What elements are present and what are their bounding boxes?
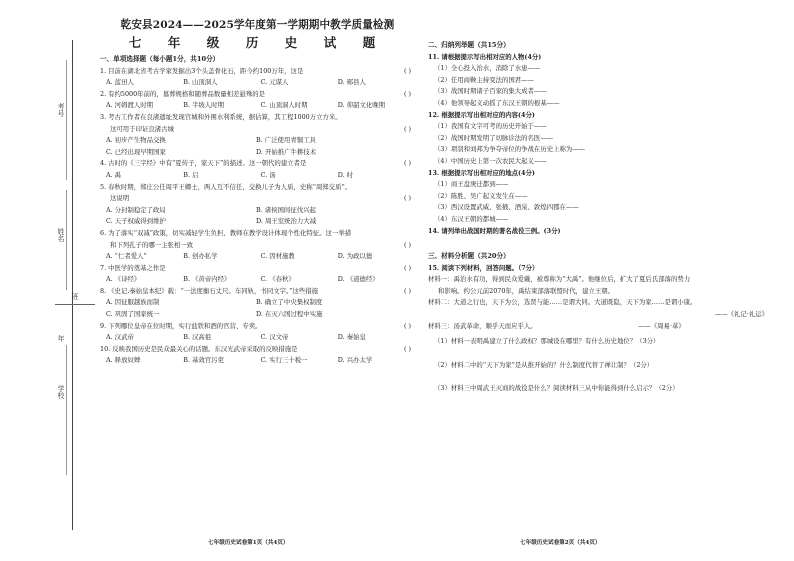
question-8-options-row1 xyxy=(100,297,415,309)
option-d[interactable]: D. 纣 xyxy=(337,170,354,179)
option-d[interactable]: D. 兴办太学 xyxy=(337,356,373,365)
binding-gutter xyxy=(0,0,98,561)
option-c[interactable]: C. 汉文帝 xyxy=(260,333,289,342)
question-13-item: （1）商王盘庚迁都到—— xyxy=(434,180,509,189)
material-two-source: ——《礼记·礼运》 xyxy=(714,310,768,319)
option-a[interactable]: A. 汉武帝 xyxy=(106,333,134,342)
option-c[interactable]: C. 天子权威得到维护 xyxy=(106,217,166,226)
question-9: 9. 下列哪位皇帝在位时期，实行盐铁和酒的官营、专卖。 ( ) xyxy=(100,321,411,330)
option-b[interactable]: B. 基效官污吏 xyxy=(183,356,224,365)
question-11-item: （4）他领导起义动摇了东汉王朝的根基—— xyxy=(434,98,560,107)
answer-space[interactable] xyxy=(428,371,778,383)
page-two-column xyxy=(428,40,778,395)
name-blank xyxy=(66,190,67,290)
seal-line xyxy=(72,40,73,530)
question-4: 4. 古时的《三字经》中有“夏传子，家天下”的描述。这一朝代的建立者是 ( ) xyxy=(100,159,411,168)
question-10: 10. 反映我国历史是民众最关心的话题。东汉光武帝采取的反映措施是 ( ) xyxy=(100,344,411,353)
option-d[interactable]: D. 仰韶文化晚期 xyxy=(337,101,386,110)
question-12-heading: 12. 根据提示写出相对应的内容(4分) xyxy=(428,110,535,119)
question-1: 1. 目前在湖北省考古学家发掘出3个头盖骨化石，距今约100万年，这是 ( ) xyxy=(100,66,411,75)
question-6: 6. 为了落实“双减”政策，切实减轻学生负担，教师在教学设计体现个性化特征。这一举措 xyxy=(100,228,352,237)
option-c[interactable]: C. 已经出现早期国家 xyxy=(106,147,166,156)
question-11-heading: 11. 请根据提示写出相对应的人物(4分) xyxy=(428,52,542,61)
option-b[interactable]: B. 广泛使用青铜工具 xyxy=(256,136,316,145)
option-b[interactable]: B. 创办私学 xyxy=(183,252,218,261)
question-5: 5. 春秋时期，郑庄公任周平王卿士，两人互不信任，交换儿子为人质，史称“周郑交质”。 xyxy=(100,182,352,191)
name-label: 姓名 xyxy=(57,228,65,242)
option-a[interactable]: A. 禹 xyxy=(106,170,122,179)
question-6-continuation: 和下列孔子的哪一主张相一致 ( ) xyxy=(110,240,411,249)
section-heading-summary: 二、归纳列举题（共15分） xyxy=(428,41,510,49)
option-b[interactable]: B. 诸侯国间征伐兴起 xyxy=(256,205,316,214)
question-12-item: （1）我国有文字可考的历史开始于—— xyxy=(434,122,547,131)
class-blank xyxy=(55,304,95,305)
question-5-options-row2 xyxy=(100,216,415,228)
page-two-footer: 七年级历史试卷第2页（共4页） xyxy=(520,540,601,546)
question-8: 8. 《史记.秦始皇本纪》载：“一法度衡石丈尺。车同轨，书同文字。”这些措施 ( ) xyxy=(100,286,411,295)
option-b[interactable]: B. 山顶洞人 xyxy=(183,78,218,87)
question-4-options xyxy=(100,170,415,182)
question-5-continuation: 这说明 ( ) xyxy=(110,194,411,203)
option-d[interactable]: D. 郧县人 xyxy=(337,78,366,87)
question-12-item: （3）项羽和刘邦为争夺帝位的争战在历史上称为—— xyxy=(434,145,586,154)
exam-number-blank xyxy=(66,60,67,180)
question-3-options-row1 xyxy=(100,135,415,147)
option-b[interactable]: B. 《黄帝内经》 xyxy=(183,275,231,284)
question-7-options xyxy=(100,274,415,286)
material-one-continuation: 和影响。约公元前2070年，禹结束部落联盟时代，建立王朝。 xyxy=(438,286,615,295)
question-3: 3. 考古工作者在良渚遗址发现宫城和外围水利系统，据估算，其工程1000万立方米。 xyxy=(100,112,342,121)
option-d[interactable]: D. 《道德经》 xyxy=(337,275,379,284)
option-a[interactable]: A. 因征服越族而制 xyxy=(106,298,160,307)
option-c[interactable]: C. 元谋人 xyxy=(260,78,289,87)
question-12-item: （2）战国时期发明了切脉诊法的名医—— xyxy=(434,133,554,142)
option-d[interactable]: D. 为政以德 xyxy=(337,252,373,261)
material-two: 材料二：大道之行也，天下为公，选贤与能……是谓大同。大道既隐，天下为家……是谓小康。 xyxy=(428,298,697,307)
option-d[interactable]: D. 秦始皇 xyxy=(337,333,366,342)
option-d[interactable]: D. 开始推广牛耕技术 xyxy=(256,147,317,156)
question-8-options-row2 xyxy=(100,309,415,321)
answer-space[interactable] xyxy=(428,348,778,360)
question-13-item: （4）东汉王朝的都城—— xyxy=(434,214,509,223)
question-9-options xyxy=(100,332,415,344)
section-heading-choice: 一、单项选择题（每小题1分，共10分） xyxy=(100,55,220,63)
option-c[interactable]: C. 巩固了国家统一 xyxy=(106,310,160,319)
option-d[interactable]: D. 在灭六国过程中实施 xyxy=(256,310,323,319)
option-c[interactable]: C. 汤 xyxy=(260,170,276,179)
option-b[interactable]: B. 确立了中央集权制度 xyxy=(256,298,323,307)
question-5-options-row1 xyxy=(100,205,415,217)
question-15-sub-3: （3）材料三中周武王灭商的战役是什么？阅读材料三从中你能得到什么启示？（2分） xyxy=(434,384,679,393)
question-2: 2. 有约5000年前的，墓葬规格和随葬品数量相差悬殊的是 ( ) xyxy=(100,89,411,98)
option-c[interactable]: C. 山顶洞人时期 xyxy=(260,101,308,110)
option-a[interactable]: A. 蓝田人 xyxy=(106,78,134,87)
option-b[interactable]: B. 半坡人时期 xyxy=(183,101,224,110)
question-1-options xyxy=(100,77,415,89)
question-15-heading: 15. 阅读下列材料，回答问题。（7分） xyxy=(428,263,539,272)
class-label: 班 xyxy=(71,293,79,300)
option-b[interactable]: B. 汉高祖 xyxy=(183,333,212,342)
question-13-item: （3）西汉设置武威、张掖、酒泉、敦煌四郡在—— xyxy=(434,203,579,212)
material-one: 材料一：禹治水有功，得到民众爱戴，被尊称为“大禹”。他继位后，扩大了夏后氏部落的势力 xyxy=(428,275,691,284)
option-a[interactable]: A. 河姆渡人时期 xyxy=(106,101,154,110)
option-c[interactable]: C. 因材施教 xyxy=(260,252,295,261)
school-blank xyxy=(66,345,67,475)
spacer xyxy=(428,237,778,251)
question-3-options-row2 xyxy=(100,147,415,159)
page-one-column xyxy=(100,0,415,367)
option-a[interactable]: A. 《诗经》 xyxy=(106,275,141,284)
grade-label: 年 xyxy=(57,335,65,342)
question-15-sub-2: （2）材料二中的“天下为家”是从推开始的？什么制度代替了禅让制？（2分） xyxy=(434,360,654,369)
question-11-item: （2）任用商鞅主持变法的国君—— xyxy=(434,75,534,84)
question-2-options xyxy=(100,100,415,112)
option-a[interactable]: A. 初步产生物品交换 xyxy=(106,136,166,145)
question-14-heading: 14. 请列举出战国时期的著名战役三例。(3分) xyxy=(428,226,561,235)
page-one-footer: 七年级历史试卷第1页（共4页） xyxy=(208,540,289,546)
question-13-heading: 13. 根据提示写出相对应的地点(4分) xyxy=(428,168,535,177)
school-label: 学校 xyxy=(57,385,65,399)
option-b[interactable]: B. 启 xyxy=(183,170,199,179)
option-a[interactable]: A. “仁者爱人” xyxy=(106,252,147,261)
question-11-item: （1）全心投入治水，消除了水患—— xyxy=(434,64,541,73)
exam-number-label: 考号 xyxy=(57,103,65,117)
option-c[interactable]: C. 《春秋》 xyxy=(260,275,295,284)
option-a[interactable]: A. 分封制稳定了政局 xyxy=(106,205,166,214)
exam-subtitle: 七 年 级 历 史 试 题 xyxy=(128,35,387,50)
option-a[interactable]: A. 释放奴婢 xyxy=(106,356,141,365)
question-7: 7. 中医学的奠基之作是 ( ) xyxy=(100,263,411,272)
option-d[interactable]: D. 周王室统治力大减 xyxy=(256,217,317,226)
question-10-options xyxy=(100,355,415,367)
question-12-item: （4）中国历史上第一次农民大起义—— xyxy=(434,156,547,165)
question-3-continuation: 这可用于印证良渚古城 ( ) xyxy=(110,124,411,133)
section-heading-material: 三、材料分析题（共20分） xyxy=(428,252,510,261)
option-c[interactable]: C. 实行三十税一 xyxy=(260,356,308,365)
question-13-item: （2）陈胜、吴广起义发生在—— xyxy=(434,191,528,200)
material-three: 材料三：汤武革命，顺乎天而应乎人。 ——《周易·革》 xyxy=(428,321,685,330)
question-15-sub-1: （1）材料一表明禹建立了什么政权？那城设在哪里？有什么历史地位？（3分） xyxy=(434,337,660,346)
exam-title: 乾安县2024——2025学年度第一学期期中教学质量检测 xyxy=(120,19,395,31)
question-11-item: （3）战国时期诸子百家的集大成者—— xyxy=(434,87,547,96)
question-6-options xyxy=(100,251,415,263)
